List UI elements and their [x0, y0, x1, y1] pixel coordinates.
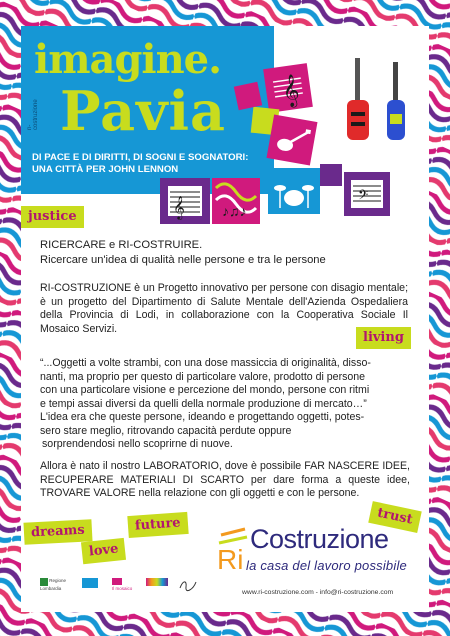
title-pavia: Pavia	[60, 79, 227, 143]
treble-clef-icon	[263, 63, 313, 113]
sponsor-3-label: Il mosaico	[112, 586, 133, 591]
mosaico-logo-icon	[112, 578, 122, 585]
sponsor-1-label: Regione Lombardia	[40, 578, 67, 591]
drum-kit-icon	[268, 168, 320, 214]
sponsor-il-mosaico	[112, 578, 142, 596]
treble-clef-tile	[263, 63, 313, 113]
guitar-icon	[267, 115, 318, 166]
tag-future: future	[127, 512, 188, 538]
logo-name: Costruzione	[250, 524, 389, 554]
heading-block	[40, 238, 400, 267]
sponsor-signature-logo	[178, 578, 200, 596]
small-purple-tile	[320, 164, 342, 186]
svg-text:♪♫♪: ♪♫♪	[222, 203, 247, 219]
tag-justice: justice	[21, 206, 84, 228]
paragraph-1: RI-COSTRUZIONE è un Progetto innovativo per persone con disagio mentale; è un progetto del Dipartimento di Salute Mentale dell'Azienda Ospedaliera della Provincia di Lodi, in collaborazione con la Cooperativa Sociale Il Mosaico Servizi.	[40, 282, 409, 335]
svg-text:𝄞: 𝄞	[173, 195, 185, 219]
quote-line-1: “...Oggetti a volte strambi, con una dose massiccia di originalità, disso-	[40, 357, 371, 369]
svg-text:𝄢: 𝄢	[358, 187, 369, 206]
side-label: ri-costruzione	[27, 99, 39, 130]
toy-guitars-image	[335, 56, 420, 148]
quote-line-5: L'idea era che queste persone, ideando e progettando oggetti, potes-	[40, 411, 365, 423]
heading-line-1: RICERCARE e RI-COSTRUIRE.	[40, 239, 203, 251]
svg-text:𝄞: 𝄞	[280, 72, 302, 108]
sponsor-asl-logo	[82, 578, 108, 596]
bass-clef-tile	[344, 172, 390, 216]
music-staff-icon	[160, 178, 210, 224]
tag-love: love	[81, 538, 126, 564]
asl-logo-icon	[82, 578, 98, 588]
signature-logo-icon	[178, 578, 198, 592]
bass-clef-icon	[344, 172, 390, 216]
drums-tile	[268, 168, 320, 214]
title-imagine: imagine.	[34, 36, 222, 83]
red-guitar-icon	[347, 58, 369, 140]
quote-line-7: sorprendendosi nello scoprirne di nuove.	[42, 438, 233, 450]
quote-line-3: con una particolare visione e percezione del mondo, persone con ritmi	[40, 384, 370, 396]
guitar-tile	[267, 115, 318, 166]
header-subtitle	[32, 152, 270, 175]
logo-mark-text: Ri	[217, 544, 244, 573]
blue-guitar-icon	[387, 62, 405, 140]
treble-staff-tile	[160, 178, 210, 224]
heading-line-2: Ricercare un'idea di qualità nelle persone e tra le persone	[40, 253, 326, 266]
quote-line-6: sero stare meglio, ritrovando capacità perdute oppure	[40, 424, 292, 437]
colors-logo-icon	[146, 578, 168, 586]
sponsor-regione-lombardia	[40, 578, 78, 596]
subtitle-line-2: UNA CITTÀ PER JOHN LENNON	[32, 163, 179, 175]
small-magenta-tile	[234, 82, 262, 110]
music-notes-icon	[212, 178, 260, 224]
tag-dreams: dreams	[23, 519, 92, 545]
footer-contacts: www.ri-costruzione.com - info@ri-costruzione.com	[242, 589, 394, 596]
quote-line-2: nanti, ma proprio per questo di particolare valore, prodotto di persone	[40, 370, 366, 383]
paragraph-3: Allora è nato il nostro LABORATORIO, dove è possibile FAR NASCERE IDEE, RECUPERARE MATERIALI DI SCARTO per dare forma a queste idee, TROVARE VALORE nella relazione con gli oggetti e con le persone.	[40, 460, 410, 499]
subtitle-line-1: DI PACE E DI DIRITTI, DI SOGNI E SOGNATORI:	[32, 152, 249, 163]
lombardia-logo-icon	[40, 578, 48, 586]
tag-trust: trust	[368, 501, 421, 533]
tag-living: living	[356, 327, 411, 349]
quote-line-4: e tempi assai diversi da quelli della normale produzione di mercato…”	[40, 397, 367, 410]
sponsor-colors-logo	[146, 578, 172, 596]
notes-tile	[212, 178, 260, 224]
quote-block	[40, 357, 412, 452]
logo-tagline: la casa del lavoro possibile	[246, 558, 407, 573]
